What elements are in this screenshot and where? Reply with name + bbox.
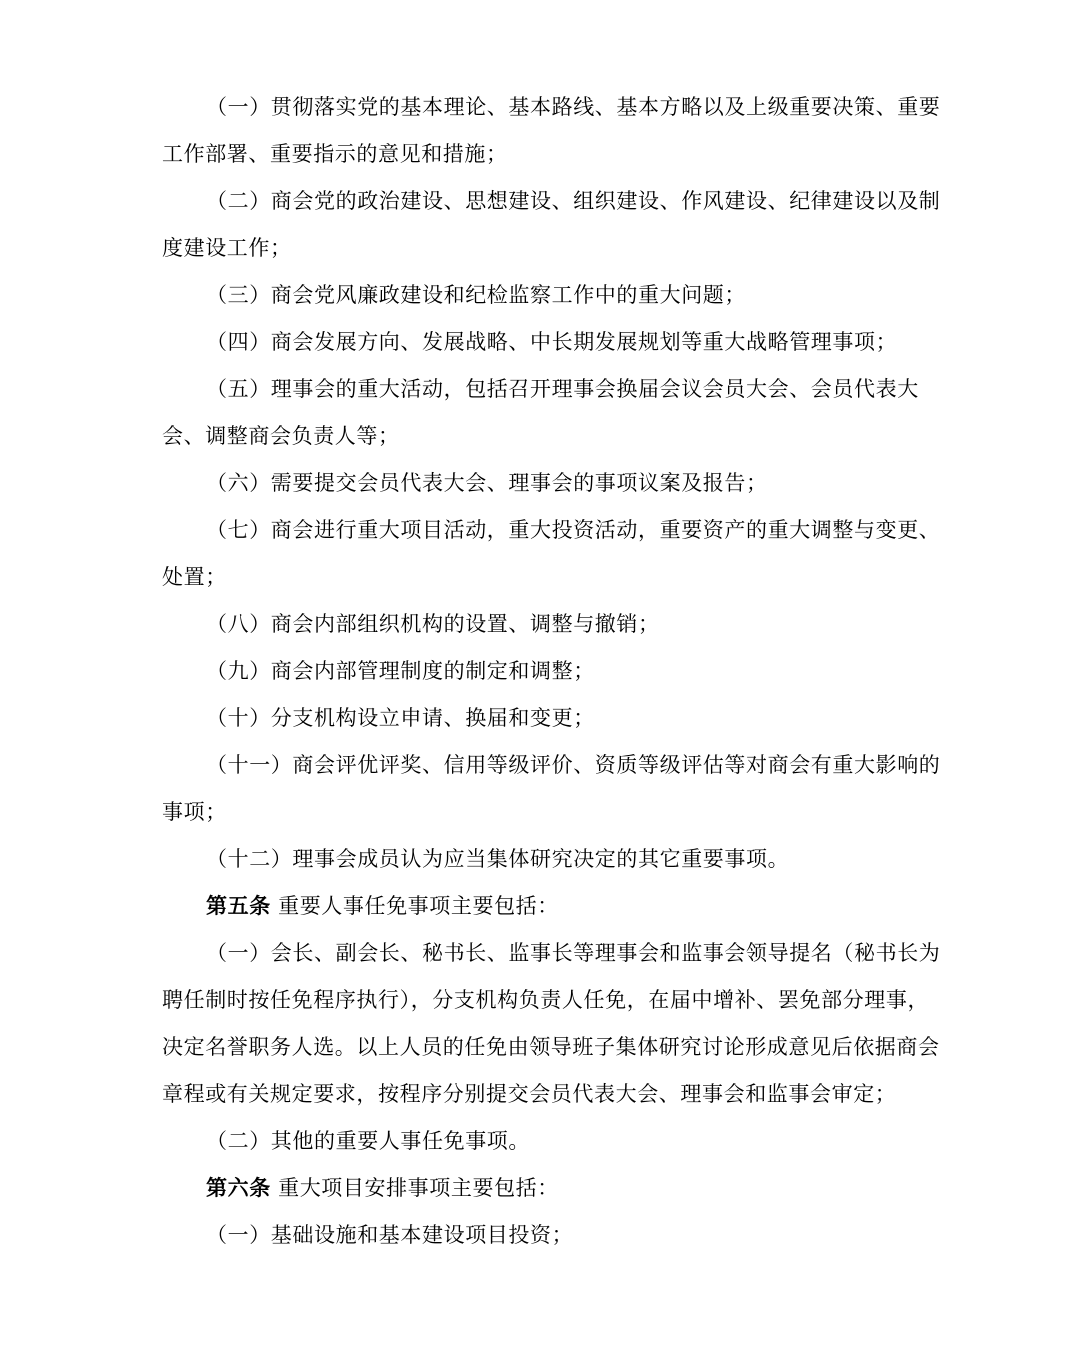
paragraph-item-1	[162, 84, 942, 178]
paragraph-text: （六）需要提交会员代表大会、理事会的事项议案及报告；	[206, 471, 768, 495]
article-heading: 第五条	[206, 894, 271, 918]
paragraph-text: （三）商会党风廉政建设和纪检监察工作中的重大问题；	[206, 283, 746, 307]
paragraph-text: （十）分支机构设立申请、换届和变更；	[206, 706, 595, 730]
paragraph-item-15	[162, 1212, 942, 1259]
paragraph-text: （十一）商会评优评奖、信用等级评价、资质等级评估等对商会有重大影响的事项；	[162, 753, 941, 824]
article-heading: 第六条	[206, 1176, 271, 1200]
paragraph-item-11	[162, 742, 942, 836]
paragraph-item-10	[162, 695, 942, 742]
paragraph-item-12	[162, 836, 942, 883]
paragraph-text: （八）商会内部组织机构的设置、调整与撤销；	[206, 612, 660, 636]
paragraph-item-14	[162, 1118, 942, 1165]
paragraph-text: 重大项目安排事项主要包括：	[270, 1176, 559, 1200]
paragraph-text: 重要人事任免事项主要包括：	[270, 894, 559, 918]
paragraph-item-4	[162, 319, 942, 366]
paragraph-text: （二）商会党的政治建设、思想建设、组织建设、作风建设、纪律建设以及制度建设工作；	[162, 189, 941, 260]
paragraph-item-8	[162, 601, 942, 648]
paragraph-item-2	[162, 178, 942, 272]
paragraph-item-6	[162, 460, 942, 507]
article-six-paragraph	[162, 1165, 942, 1212]
paragraph-text: （五）理事会的重大活动，包括召开理事会换届会议会员大会、会员代表大会、调整商会负责人等；	[162, 377, 919, 448]
article-five-paragraph	[162, 883, 942, 930]
paragraph-text: （九）商会内部管理制度的制定和调整；	[206, 659, 595, 683]
paragraph-text: （四）商会发展方向、发展战略、中长期发展规划等重大战略管理事项；	[206, 330, 898, 354]
paragraph-text: （二）其他的重要人事任免事项。	[206, 1129, 530, 1153]
paragraph-text: （七）商会进行重大项目活动，重大投资活动，重要资产的重大调整与变更、处置；	[162, 518, 941, 589]
paragraph-item-7	[162, 507, 942, 601]
document-body	[162, 84, 942, 1259]
paragraph-text: （十二）理事会成员认为应当集体研究决定的其它重要事项。	[206, 847, 790, 871]
paragraph-item-5	[162, 366, 942, 460]
paragraph-item-9	[162, 648, 942, 695]
paragraph-item-3	[162, 272, 942, 319]
paragraph-item-13	[162, 930, 942, 1118]
paragraph-text: （一）基础设施和基本建设项目投资；	[206, 1223, 574, 1247]
paragraph-text: （一）贯彻落实党的基本理论、基本路线、基本方略以及上级重要决策、重要工作部署、重要指示的意见和措施；	[162, 95, 941, 166]
paragraph-text: （一）会长、副会长、秘书长、监事长等理事会和监事会领导提名（秘书长为聘任制时按任免程序执行），分支机构负责人任免，在届中增补、罢免部分理事，决定名誉职务人选。以上人员的任免由领导班子集体研究讨论形成意见后依据商会章程或有关规定要求，按程序分别提交会员代表大会、理事会和监事会审定；	[162, 941, 941, 1106]
